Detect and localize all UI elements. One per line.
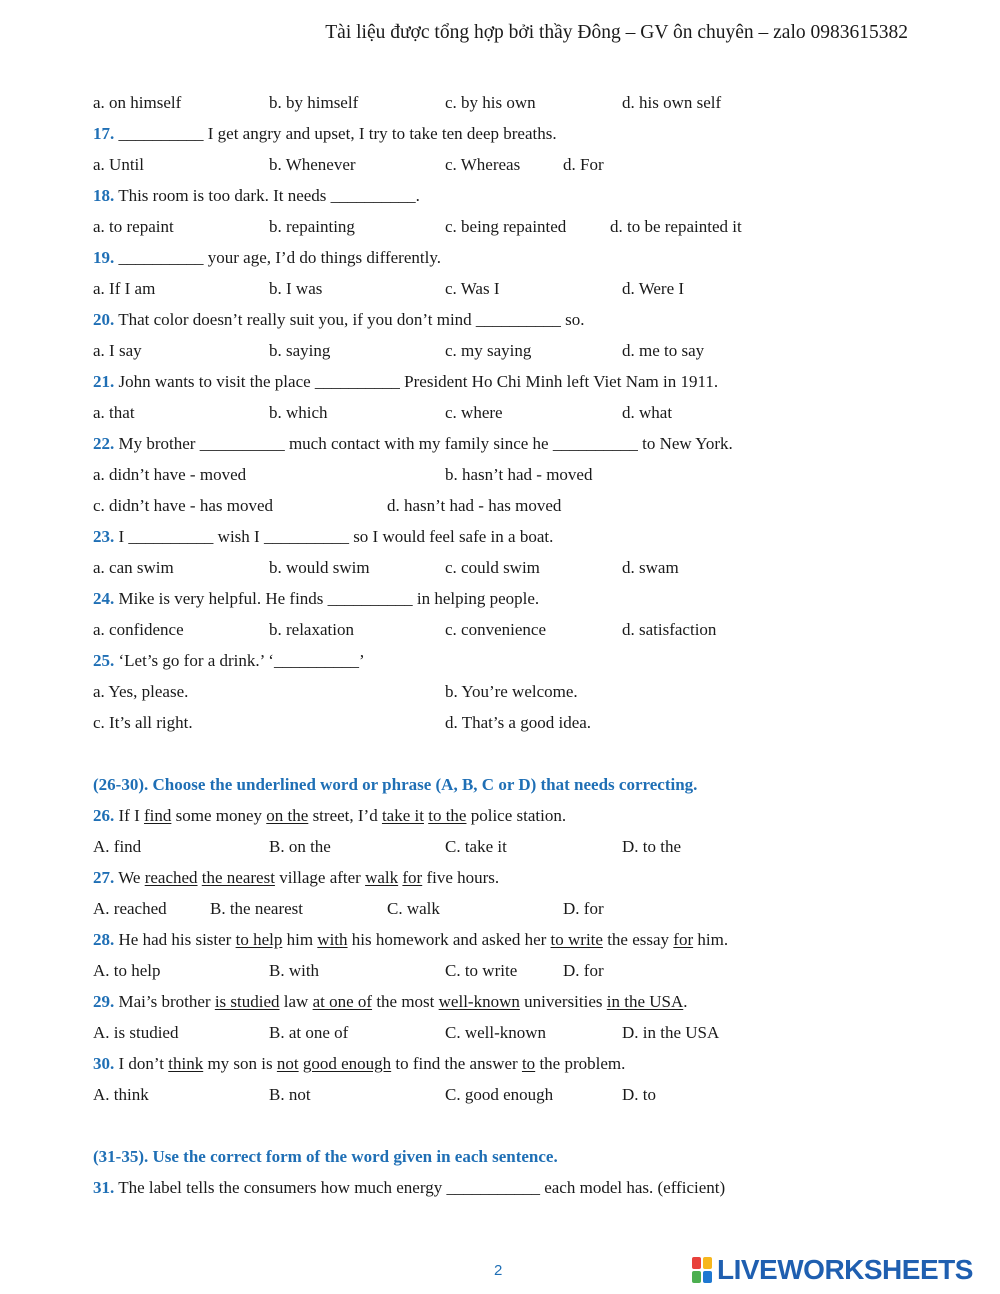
question-number: 21.	[93, 372, 115, 391]
option-c[interactable]: c. Whereas	[445, 155, 521, 174]
underlined-b: with	[317, 930, 348, 949]
question-text: This room is too dark. It needs __________.	[114, 186, 420, 205]
question-26	[93, 806, 566, 826]
option-d[interactable]: D. to	[622, 1085, 656, 1104]
option-a[interactable]: a. that	[93, 403, 135, 422]
question-number: 26.	[93, 806, 115, 825]
option-d[interactable]: d. what	[622, 403, 673, 422]
option-a[interactable]: A. to help	[93, 961, 161, 980]
question-number: 31.	[93, 1178, 115, 1197]
option-c[interactable]: C. to write	[445, 961, 518, 980]
underlined-d: in the USA	[606, 992, 684, 1011]
option-b[interactable]: b. which	[269, 403, 328, 422]
text-segment: universities	[519, 992, 607, 1011]
text-segment: He had his sister	[114, 930, 236, 949]
question-20	[93, 310, 585, 330]
option-b[interactable]: B. on the	[269, 837, 331, 856]
page-number: 2	[494, 1262, 503, 1279]
question-number: 18.	[93, 186, 115, 205]
question-number: 19.	[93, 248, 115, 267]
option-b[interactable]: B. at one of	[269, 1023, 349, 1042]
logo-block-yellow	[703, 1257, 712, 1269]
underlined-a: reached	[144, 868, 198, 887]
option-d[interactable]: d. For	[563, 155, 604, 174]
logo-block-green	[692, 1271, 701, 1283]
option-a[interactable]: a. Yes, please.	[93, 682, 189, 701]
underlined-c: take it	[381, 806, 424, 825]
underlined-c: good enough	[302, 1054, 392, 1073]
option-c[interactable]: C. good enough	[445, 1085, 554, 1104]
text-segment: police station.	[466, 806, 567, 825]
option-a[interactable]: a. on himself	[93, 93, 182, 112]
question-text: __________ I get angry and upset, I try to take ten deep breaths.	[114, 124, 557, 143]
text-segment: I don’t	[114, 1054, 169, 1073]
option-a[interactable]: a. can swim	[93, 558, 174, 577]
question-text: My brother __________ much contact with my family since he __________ to New York.	[114, 434, 733, 453]
option-b[interactable]: B. not	[269, 1085, 311, 1104]
underlined-a: find	[143, 806, 172, 825]
option-d[interactable]: D. to the	[622, 837, 682, 856]
question-31	[93, 1178, 725, 1198]
question-25	[93, 651, 365, 671]
text-segment: some money	[171, 806, 267, 825]
option-d[interactable]: D. for	[563, 961, 604, 980]
question-29	[93, 992, 688, 1012]
option-a[interactable]: a. If I am	[93, 279, 156, 298]
option-a[interactable]: A. is studied	[93, 1023, 179, 1042]
text-segment: law	[279, 992, 313, 1011]
text-segment: my son is	[203, 1054, 277, 1073]
option-a[interactable]: A. find	[93, 837, 142, 856]
option-c[interactable]: C. walk	[387, 899, 440, 918]
question-number: 28.	[93, 930, 115, 949]
option-a[interactable]: a. Until	[93, 155, 144, 174]
option-d[interactable]: d. me to say	[622, 341, 705, 360]
option-b[interactable]: b. You’re welcome.	[445, 682, 578, 701]
option-a[interactable]: a. I say	[93, 341, 142, 360]
option-c[interactable]: c. being repainted	[445, 217, 567, 236]
text-segment: Mai’s brother	[114, 992, 215, 1011]
liveworksheets-wordmark: LIVEWORKSHEETS	[717, 1254, 973, 1285]
option-a[interactable]: a. confidence	[93, 620, 184, 639]
option-c[interactable]: C. well-known	[445, 1023, 547, 1042]
underlined-d: for	[402, 868, 423, 887]
option-b[interactable]: b. Whenever	[269, 155, 356, 174]
option-d[interactable]: D. for	[563, 899, 604, 918]
option-c[interactable]: c. my saying	[445, 341, 532, 360]
question-number: 25.	[93, 651, 115, 670]
question-text: That color doesn’t really suit you, if you don’t mind __________ so.	[114, 310, 585, 329]
question-number: 29.	[93, 992, 115, 1011]
underlined-d: to the	[428, 806, 467, 825]
question-24	[93, 589, 539, 609]
question-21	[93, 372, 718, 392]
question-number: 24.	[93, 589, 115, 608]
question-text: ‘Let’s go for a drink.’ ‘__________’	[114, 651, 365, 670]
option-b[interactable]: b. would swim	[269, 558, 370, 577]
question-number: 27.	[93, 868, 115, 887]
text-segment: his homework and asked her	[347, 930, 551, 949]
question-17	[93, 124, 557, 144]
option-b[interactable]: B. the nearest	[210, 899, 303, 918]
question-22	[93, 434, 733, 454]
text-segment: village after	[274, 868, 366, 887]
option-b[interactable]: b. relaxation	[269, 620, 354, 639]
question-number: 22.	[93, 434, 115, 453]
underlined-c: walk	[365, 868, 399, 887]
liveworksheets-logo	[692, 1254, 973, 1286]
option-a[interactable]: a. didn’t have - moved	[93, 465, 247, 484]
underlined-c: well-known	[438, 992, 520, 1011]
question-text: I __________ wish I __________ so I would feel safe in a boat.	[114, 527, 554, 546]
text-segment: the problem.	[535, 1054, 626, 1073]
option-a[interactable]: A. think	[93, 1085, 149, 1104]
question-text: Mike is very helpful. He finds __________ in helping people.	[114, 589, 540, 608]
underlined-a: think	[168, 1054, 204, 1073]
underlined-a: to help	[235, 930, 283, 949]
text-segment: street, I’d	[308, 806, 382, 825]
question-text: The label tells the consumers how much energy ___________ each model has. (efficient)	[114, 1178, 726, 1197]
logo-block-blue	[703, 1271, 712, 1283]
option-c[interactable]: c. could swim	[445, 558, 540, 577]
logo-block-red	[692, 1257, 701, 1269]
text-segment: If I	[114, 806, 144, 825]
question-19	[93, 248, 441, 268]
question-27	[93, 868, 499, 888]
underlined-b: at one of	[312, 992, 373, 1011]
option-d[interactable]: d. swam	[622, 558, 679, 577]
question-18	[93, 186, 420, 206]
underlined-a: is studied	[214, 992, 280, 1011]
option-c[interactable]: c. didn’t have - has moved	[93, 496, 274, 515]
underlined-b: the nearest	[201, 868, 275, 887]
liveworksheets-icon	[692, 1257, 712, 1283]
text-segment: him.	[693, 930, 729, 949]
option-a[interactable]: A. reached	[93, 899, 167, 918]
text-segment: him	[282, 930, 318, 949]
text-segment: .	[683, 992, 688, 1011]
option-d[interactable]: d. Were I	[622, 279, 685, 298]
option-b[interactable]: b. repainting	[269, 217, 355, 236]
option-d[interactable]: d. his own self	[622, 93, 722, 112]
question-text: __________ your age, I’d do things differently.	[114, 248, 441, 267]
question-number: 30.	[93, 1054, 115, 1073]
option-d[interactable]: d. That’s a good idea.	[445, 713, 592, 732]
option-a[interactable]: a. to repaint	[93, 217, 174, 236]
option-c[interactable]: c. where	[445, 403, 503, 422]
option-c[interactable]: c. It’s all right.	[93, 713, 193, 732]
section-heading-31-35: (31-35). Use the correct form of the word given in each sentence.	[93, 1147, 558, 1166]
option-c[interactable]: C. take it	[445, 837, 507, 856]
option-d[interactable]: d. satisfaction	[622, 620, 717, 639]
question-number: 17.	[93, 124, 115, 143]
question-28	[93, 930, 728, 950]
section-heading-26-30: (26-30). Choose the underlined word or phrase (A, B, C or D) that needs correcting.	[93, 775, 698, 794]
option-d[interactable]: D. in the USA	[622, 1023, 720, 1042]
question-number: 20.	[93, 310, 115, 329]
question-text: John wants to visit the place __________ President Ho Chi Minh left Viet Nam in 1911.	[114, 372, 719, 391]
option-d[interactable]: d. to be repainted it	[610, 217, 742, 236]
underlined-b: not	[276, 1054, 299, 1073]
option-b[interactable]: b. by himself	[269, 93, 359, 112]
underlined-c: to write	[550, 930, 603, 949]
option-b[interactable]: B. with	[269, 961, 320, 980]
option-c[interactable]: c. Was I	[445, 279, 500, 298]
question-30	[93, 1054, 625, 1074]
underlined-b: on the	[266, 806, 309, 825]
option-c[interactable]: c. by his own	[445, 93, 536, 112]
question-23	[93, 527, 553, 547]
text-segment: We	[114, 868, 145, 887]
text-segment: the most	[372, 992, 439, 1011]
question-number: 23.	[93, 527, 115, 546]
text-segment: to find the answer	[391, 1054, 522, 1073]
option-b[interactable]: b. hasn’t had - moved	[445, 465, 593, 484]
option-d[interactable]: d. hasn’t had - has moved	[387, 496, 562, 515]
page-header: Tài liệu được tổng hợp bởi thầy Đông – GV ôn chuyên – zalo 0983615382	[325, 22, 908, 43]
option-b[interactable]: b. I was	[269, 279, 323, 298]
option-c[interactable]: c. convenience	[445, 620, 546, 639]
text-segment: the essay	[602, 930, 674, 949]
text-segment: five hours.	[422, 868, 500, 887]
underlined-d: to	[521, 1054, 536, 1073]
underlined-d: for	[673, 930, 694, 949]
option-b[interactable]: b. saying	[269, 341, 331, 360]
